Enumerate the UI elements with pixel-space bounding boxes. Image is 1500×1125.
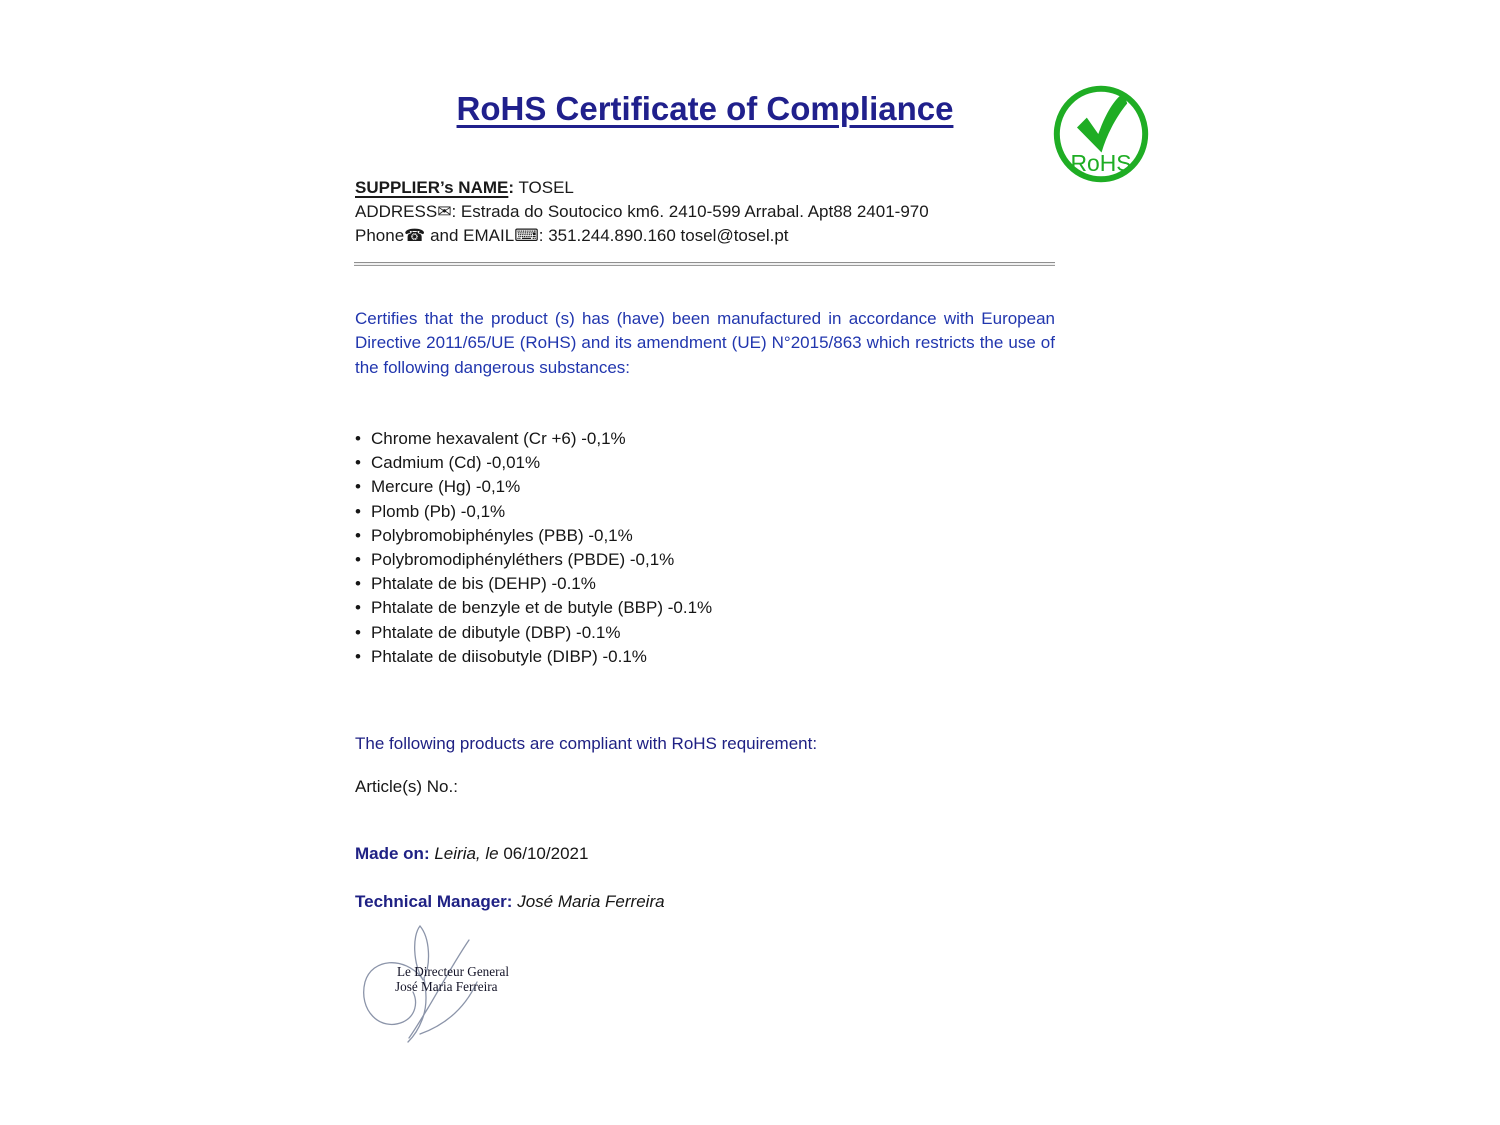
supplier-address-line [355,200,929,225]
supplier-name-value: TOSEL [518,178,574,197]
substance-text: Mercure (Hg) -0,1% [371,477,521,497]
made-on-line [355,844,588,864]
substance-text: Chrome hexavalent (Cr +6) -0,1% [371,429,626,448]
substance-text: Polybromodiphényléthers (PBDE) -0,1% [371,550,675,570]
signature-name-text: José Maria Ferreira [395,979,498,994]
substance-item [355,427,1055,451]
supplier-name-label: SUPPLIER’s NAME [355,178,509,197]
substance-item [355,500,1055,524]
phone-icon: ☎ [404,226,426,246]
article-number-label: Article(s) No.: [355,777,458,796]
substance-text: Phtalate de dibutyle (DBP) -0.1% [371,622,621,642]
technical-manager-name: José Maria Ferreira [517,892,665,911]
phone-email-value: : 351.244.890.160 tosel@tosel.pt [538,226,789,245]
supplier-contact-line [355,224,929,249]
address-label: ADDRESS [355,201,438,221]
signature-scribble [356,920,514,1052]
signature-block [356,920,514,1052]
substance-item [355,596,1055,620]
made-on-date: 06/10/2021 [503,844,589,863]
substance-text: Cadmium (Cd) -0,01% [371,453,541,473]
page-title: RoHS Certificate of Compliance [456,90,954,127]
substance-item [355,572,1055,596]
supplier-name-colon: : [508,178,515,197]
envelope-icon: ✉ [437,201,452,222]
supplier-block [355,176,929,249]
rohs-check-icon [1053,84,1149,184]
substance-text: Phtalate de bis (DEHP) -0.1% [371,574,596,594]
substance-text: Phtalate de benzyle et de butyle (BBP) -0.1% [371,598,713,618]
compliance-statement: The following products are compliant with RoHS requirement: [355,734,818,753]
substance-item [355,621,1055,645]
signature-title-text: Le Directeur General [397,964,510,979]
address-value: : Estrada do Soutocico km6. 2410-599 Arrabal. Apt88 2401-970 [451,201,929,221]
substance-item [355,451,1055,475]
certification-statement: Certifies that the product (s) has (have) been manufactured in accordance with European Directive 2011/65/UE (RoHS) and its amendment (UE) N°2015/863 which restricts the use of the following dangerous substances: [355,309,1055,377]
made-on-place: Leiria, le [434,844,499,863]
substance-item [355,548,1055,572]
substance-text: Phtalate de diisobutyle (DIBP) -0.1% [371,646,647,666]
computer-icon: ⌨ [514,226,539,246]
supplier-name-line [355,176,929,200]
divider-rule [354,262,1055,266]
email-label: and EMAIL [430,226,515,245]
rohs-logo-label: RoHS [1070,150,1132,177]
technical-manager-label: Technical Manager: [355,892,513,911]
substance-item [355,645,1055,669]
substance-text: Plomb (Pb) -0,1% [371,501,506,521]
rohs-logo [1053,84,1149,184]
substance-item [355,475,1055,499]
made-on-label: Made on: [355,844,430,863]
substances-list [355,427,1055,669]
substance-text: Polybromobiphényles (PBB) -0,1% [371,525,633,545]
phone-label: Phone [355,226,405,245]
technical-manager-line [355,892,665,912]
substance-item [355,524,1055,548]
